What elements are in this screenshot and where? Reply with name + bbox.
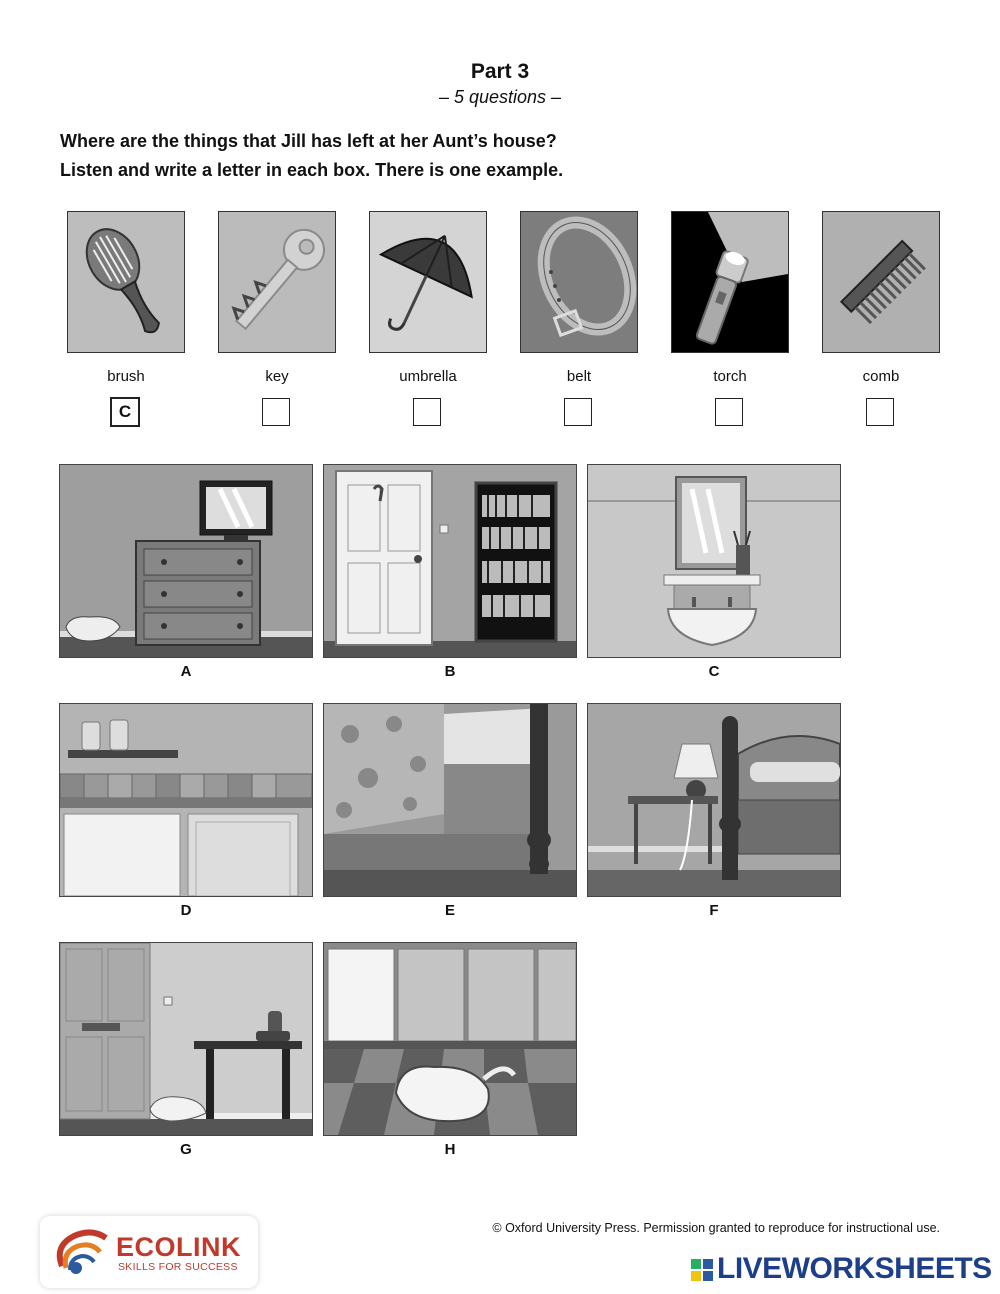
answer-box-belt[interactable] [564,398,592,426]
key-picture [218,211,336,353]
hall-telephone-picture [59,942,313,1136]
comb-picture [822,211,940,353]
scene-g [59,942,313,1158]
item-label: torch [713,368,747,385]
page-subtitle: – 5 questions – [438,87,562,107]
scene-f [587,703,841,919]
scene-c [587,464,841,680]
scene-e [323,703,577,919]
brand-cubes-icon [691,1259,713,1281]
umbrella-picture [369,211,487,353]
item-label: belt [566,368,592,385]
item-brush [67,211,185,421]
scene-a [59,464,313,680]
bedroom-lamp-picture [587,703,841,897]
kitchen-floor-picture [323,942,577,1136]
answer-box-key[interactable] [262,398,290,426]
ecolink-logo [40,1216,258,1288]
scene-d [59,703,313,919]
item-key [218,211,336,385]
item-torch [671,211,789,385]
answer-box-comb[interactable] [866,398,894,426]
scene-label: E [444,902,455,919]
kitchen-shelf-picture [59,703,313,897]
scene-h [323,942,577,1158]
scene-label: A [180,663,192,680]
belt-picture [520,211,638,353]
item-belt [520,211,638,385]
scene-label: G [180,1141,192,1158]
bed-picture [323,703,577,897]
bathroom-sink-picture [587,464,841,658]
brand-name: LIVEWORKSHEETS [717,1252,992,1285]
hallway-bookcase-picture [323,464,577,658]
scene-label: B [444,663,456,680]
scene-label: F [709,902,719,919]
scene-label: C [708,663,720,680]
logo-tagline: SKILLS FOR SUCCESS [118,1261,238,1273]
answer-box-brush[interactable]: C [110,397,140,427]
copyright-notice: © Oxford University Press. Permission granted to reproduce for instructional use. [492,1221,940,1235]
item-label: umbrella [399,368,457,385]
item-label: key [265,368,289,385]
living-room-picture [59,464,313,658]
logo-name: ECOLINK [116,1232,241,1262]
answer-box-torch[interactable] [715,398,743,426]
answer-box-umbrella[interactable] [413,398,441,426]
scene-label: D [180,902,192,919]
scene-b [323,464,577,680]
instruction-line-2: Listen and write a letter in each box. There is one example. [60,160,564,180]
item-label: comb [862,368,900,385]
item-umbrella [369,211,487,385]
item-comb [822,211,940,385]
instruction-line-1: Where are the things that Jill has left at her Aunt’s house? [60,131,557,151]
item-label: brush [107,368,145,385]
torch-picture [671,211,789,353]
ecolink-swirl-icon [52,1226,112,1278]
scene-label: H [444,1141,456,1158]
brush-picture [67,211,185,353]
page-title: Part 3 [470,60,530,83]
